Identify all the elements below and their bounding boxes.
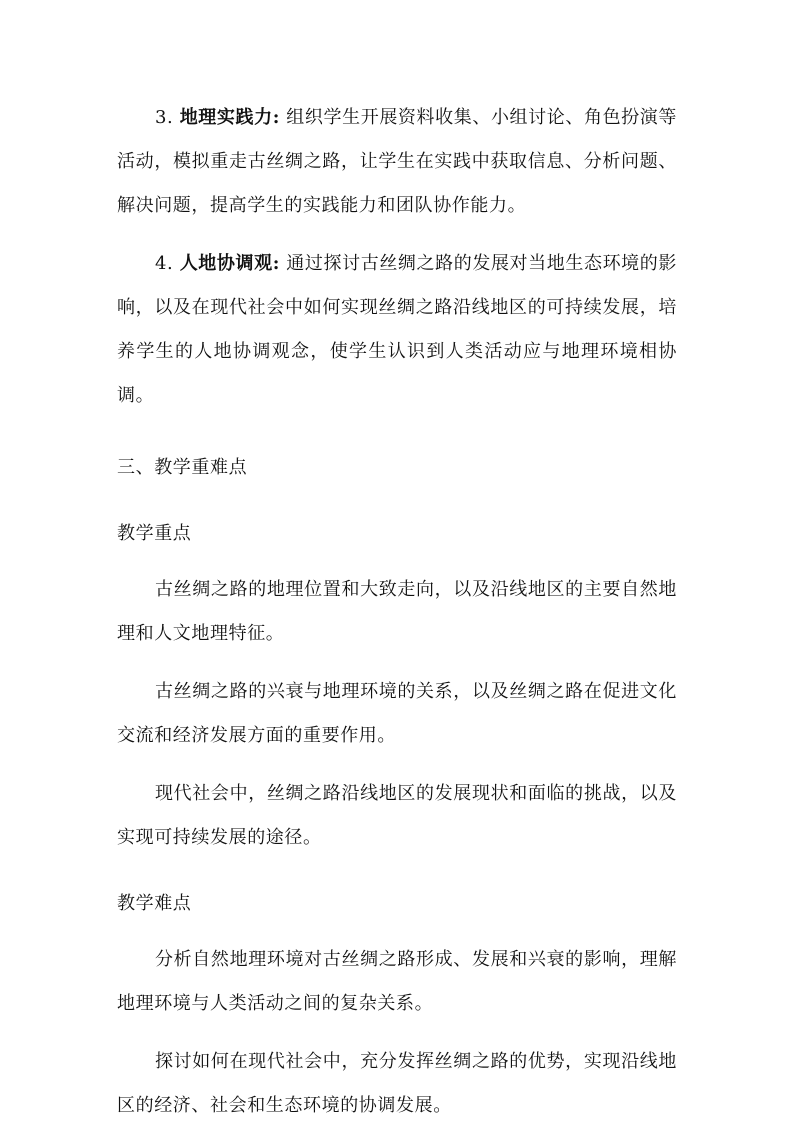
key-point-item: 古丝绸之路的地理位置和大致走向，以及沿线地区的主要自然地理和人文地理特征。 xyxy=(117,579,677,644)
practice-paragraph xyxy=(117,96,677,228)
difficult-points-heading: 教学难点 xyxy=(117,893,192,914)
harmony-paragraph xyxy=(117,242,677,418)
section-heading-key-difficult: 三、教学重难点 xyxy=(117,457,248,478)
harmony-number: 4. xyxy=(155,253,174,274)
key-points-heading: 教学重点 xyxy=(117,523,192,544)
key-point-item: 现代社会中，丝绸之路沿线地区的发展现状和面临的挑战，以及实现可持续发展的途径。 xyxy=(117,783,677,848)
difficult-point-item: 探讨如何在现代社会中，充分发挥丝绸之路的优势，实现沿线地区的经济、社会和生态环境的协调发展。 xyxy=(117,1051,677,1116)
key-point-item: 古丝绸之路的兴衰与地理环境的关系，以及丝绸之路在促进文化交流和经济发展方面的重要作用。 xyxy=(117,681,677,746)
difficult-point-item: 分析自然地理环境对古丝绸之路形成、发展和兴衰的影响，理解地理环境与人类活动之间的复杂关系。 xyxy=(117,949,677,1014)
practice-number: 3. xyxy=(155,107,174,128)
harmony-title: 人地协调观: xyxy=(179,253,280,274)
practice-text: 组织学生开展资料收集、小组讨论、角色扮演等活动，模拟重走古丝绸之路，让学生在实践中获取信息、分析问题、解决问题，提高学生的实践能力和团队协作能力。 xyxy=(117,107,677,216)
harmony-text: 通过探讨古丝绸之路的发展对当地生态环境的影响，以及在现代社会中如何实现丝绸之路沿线地区的可持续发展，培养学生的人地协调观念，使学生认识到人类活动应与地理环境相协调。 xyxy=(117,253,677,406)
document-content xyxy=(117,96,677,1128)
practice-title: 地理实践力: xyxy=(179,107,280,128)
